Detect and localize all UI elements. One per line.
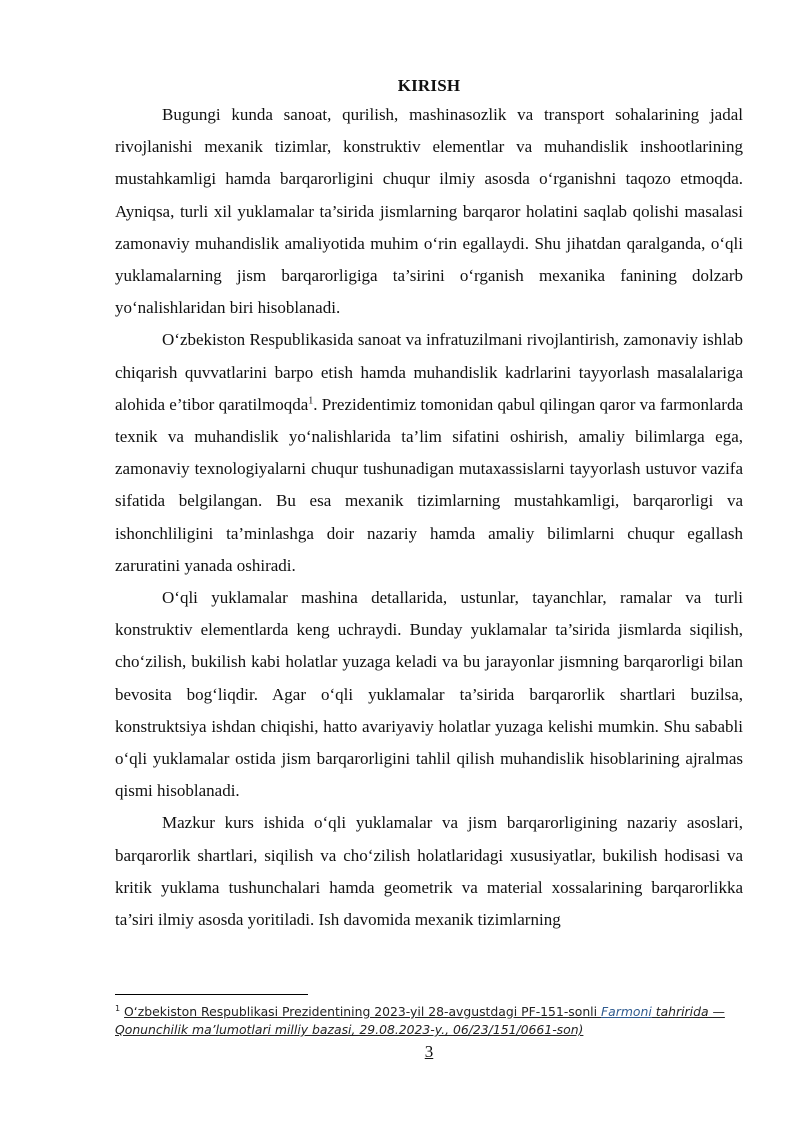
paragraph-3: O‘qli yuklamalar mashina detallarida, ustunlar, tayanchlar, ramalar va turli konstruktiv elementlarda keng uchraydi. Bunday yuklamalar ta’sirida jismlarda siqilish, cho‘zilish, bukilish kabi holatlar yuzaga keladi va bu jarayonlar jismning barqarorligi bilan bevosita bog‘liqdir. Agar o‘qli yuklamalar ta’sirida barqarorlik shartlari buzilsa, konstruktsiya ishdan chiqishi, hatto avariyaviy holatlar yuzaga kelishi mumkin. Shu sababli o‘qli yuklamalar ostida jism barqarorligini tahlil qilish muhandislik hisoblarining ajralmas qismi hisoblanadi. — [115, 588, 743, 801]
footnote-link[interactable]: Farmoni — [601, 1004, 652, 1019]
paragraph-2-text-before-ref: O‘zbekiston Respublikasida sanoat va infratuzilmani rivojlantirish, zamonaviy ishlab chiqarish quvvatlarini barpo etish hamda muhandislik kadrlarini tayyorlash masalalariga alohida e’tibor qaratilmoqda — [115, 330, 743, 414]
footnote-number: 1 — [115, 1003, 121, 1013]
footnote-reference[interactable]: 1 — [308, 395, 314, 407]
body-text — [115, 99, 743, 936]
footnote — [115, 1003, 743, 1039]
footnote-separator — [115, 994, 308, 995]
page-number: 3 — [424, 1042, 434, 1061]
paragraph-1: Bugungi kunda sanoat, qurilish, mashinasozlik va transport sohalarining jadal rivojlanishi mexanik tizimlar, konstruktiv elementlar va muhandislik inshootlarining mustahkamligi hamda barqarorligini chuqur ilmiy asosda o‘rganishni taqozo etmoqda. Ayniqsa, turli xil yuklamalar ta’sirida jismlarning barqaror holatini saqlab qolishi masalasi zamonaviy muhandislik amaliyotida muhim o‘rin egallaydi. Shu jihatdan qaralganda, o‘qli yuklamalarning jism barqarorligiga ta’sirini o‘rganish mexanika fanining dolzarb yo‘nalishlaridan biri hisoblanadi. — [115, 105, 743, 318]
section-heading: KIRISH — [397, 76, 461, 95]
paragraph-2 — [115, 324, 743, 582]
footnote-source: tahririda — Qonunchilik ma’lumotlari milliy bazasi, 29.08.2023-y., 06/23/151/0661-son) — [115, 1004, 725, 1037]
paragraph-2-text-after-ref: . Prezidentimiz tomonidan qabul qilingan qaror va farmonlarda texnik va muhandislik yo‘nalishlarida ta’lim sifatini oshirish, amaliy bilimlarga ega, zamonaviy texnologiyalarni chuqur tushunadigan mutaxassislarni tayyorlash ustuvor vazifa sifatida belgilangan. Bu esa mexanik tizimlarning mustahkamligi, barqarorligi va ishonchliligini ta’minlashga doir nazariy hamda amaliy bilimlarni chuqur egallash zaruratini yanada oshiradi. — [115, 394, 744, 575]
paragraph-4: Mazkur kurs ishida o‘qli yuklamalar va jism barqarorligining nazariy asoslari, barqarorlik shartlari, siqilish va cho‘zilish holatlaridagi xususiyatlar, bukilish hodisasi va kritik yuklama tushunchalari hamda geometrik va material xossalarining barqarorlikka ta’siri ilmiy asosda yoritiladi. Ish davomida mexanik tizimlarning — [115, 813, 743, 930]
footnote-text: O‘zbekiston Respublikasi Prezidentining 2023-yil 28-avgustdagi PF-151-sonli — [124, 1004, 602, 1019]
